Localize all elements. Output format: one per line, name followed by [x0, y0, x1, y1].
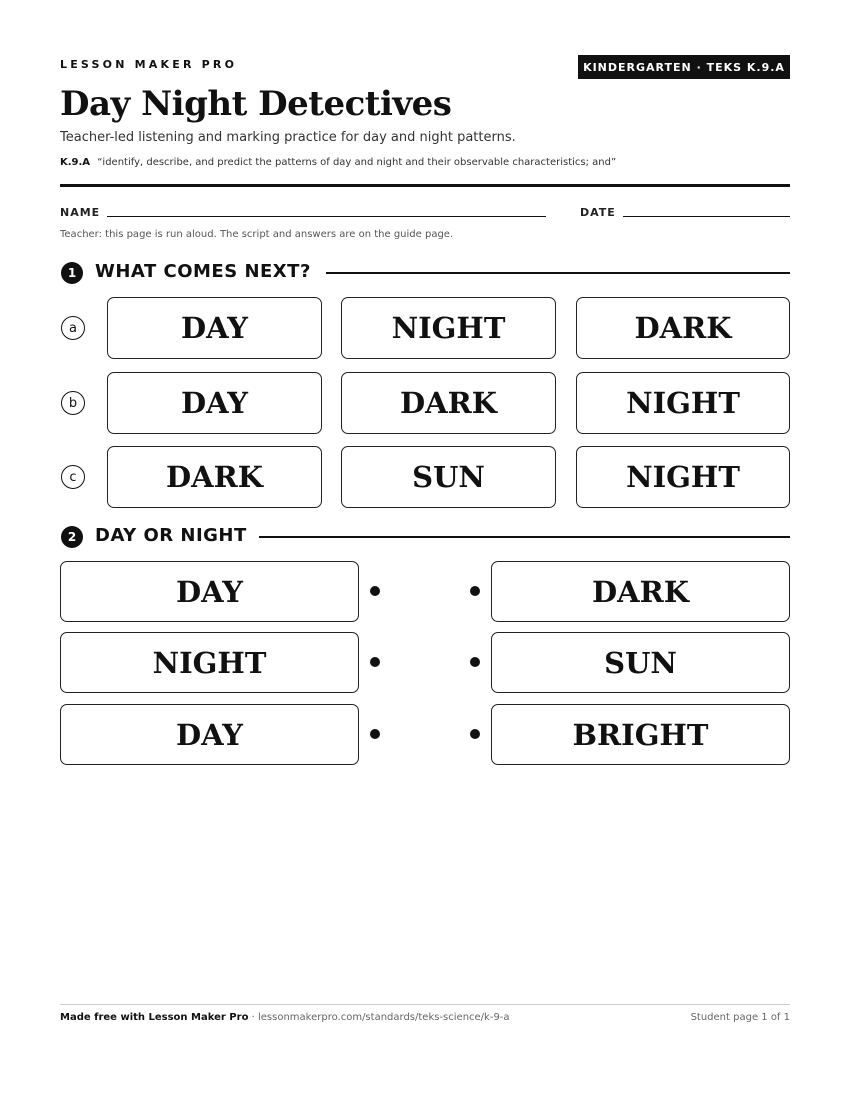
pattern-card[interactable]: DAY — [107, 297, 322, 359]
footer-divider — [60, 1004, 790, 1005]
pattern-card[interactable]: NIGHT — [576, 446, 790, 508]
pattern-card[interactable]: NIGHT — [341, 297, 556, 359]
match-right-card[interactable]: SUN — [491, 632, 790, 693]
section-1-title: WHAT COMES NEXT? — [95, 261, 311, 282]
footer-url[interactable]: · lessonmakerpro.com/standards/teks-science/k-9-a — [248, 1012, 510, 1023]
match-left-card[interactable]: DAY — [60, 561, 359, 622]
teacher-note: Teacher: this page is run aloud. The script and answers are on the guide page. — [60, 229, 454, 240]
pattern-card[interactable]: DARK — [576, 297, 790, 359]
match-dot-left[interactable] — [370, 729, 380, 739]
pattern-card[interactable]: DARK — [341, 372, 556, 434]
date-label: DATE — [580, 206, 616, 219]
standard-code: K.9.A — [60, 157, 91, 168]
match-right-card[interactable]: BRIGHT — [491, 704, 790, 765]
section-1-rule — [326, 272, 790, 274]
row-letter: c — [61, 465, 85, 489]
section-2-title: DAY OR NIGHT — [95, 525, 247, 546]
match-left-card[interactable]: NIGHT — [60, 632, 359, 693]
section-2-number: 2 — [61, 526, 83, 548]
match-right-card[interactable]: DARK — [491, 561, 790, 622]
page-number: Student page 1 of 1 — [690, 1012, 790, 1023]
date-field[interactable] — [623, 216, 790, 217]
standard-text: “identify, describe, and predict the patterns of day and night and their observable characteristics; and” — [97, 157, 617, 168]
match-dot-left[interactable] — [370, 586, 380, 596]
pattern-card[interactable]: SUN — [341, 446, 556, 508]
match-dot-right[interactable] — [470, 729, 480, 739]
standard-line — [60, 157, 616, 168]
page-subtitle: Teacher-led listening and marking practice for day and night patterns. — [60, 130, 516, 145]
match-dot-right[interactable] — [470, 657, 480, 667]
row-letter: a — [61, 316, 85, 340]
section-1-number: 1 — [61, 262, 83, 284]
grade-standard-badge: KINDERGARTEN · TEKS K.9.A — [578, 55, 790, 79]
page-title: Day Night Detectives — [60, 84, 452, 124]
match-dot-right[interactable] — [470, 586, 480, 596]
footer-made-with: Made free with Lesson Maker Pro — [60, 1012, 249, 1023]
header-divider — [60, 184, 790, 187]
pattern-card[interactable]: NIGHT — [576, 372, 790, 434]
row-letter: b — [61, 391, 85, 415]
match-left-card[interactable]: DAY — [60, 704, 359, 765]
footer-credit — [60, 1012, 510, 1023]
pattern-card[interactable]: DAY — [107, 372, 322, 434]
name-field[interactable] — [107, 216, 546, 217]
name-label: NAME — [60, 206, 101, 219]
pattern-card[interactable]: DARK — [107, 446, 322, 508]
match-dot-left[interactable] — [370, 657, 380, 667]
section-2-rule — [259, 536, 790, 538]
brand-label: LESSON MAKER PRO — [60, 58, 238, 71]
